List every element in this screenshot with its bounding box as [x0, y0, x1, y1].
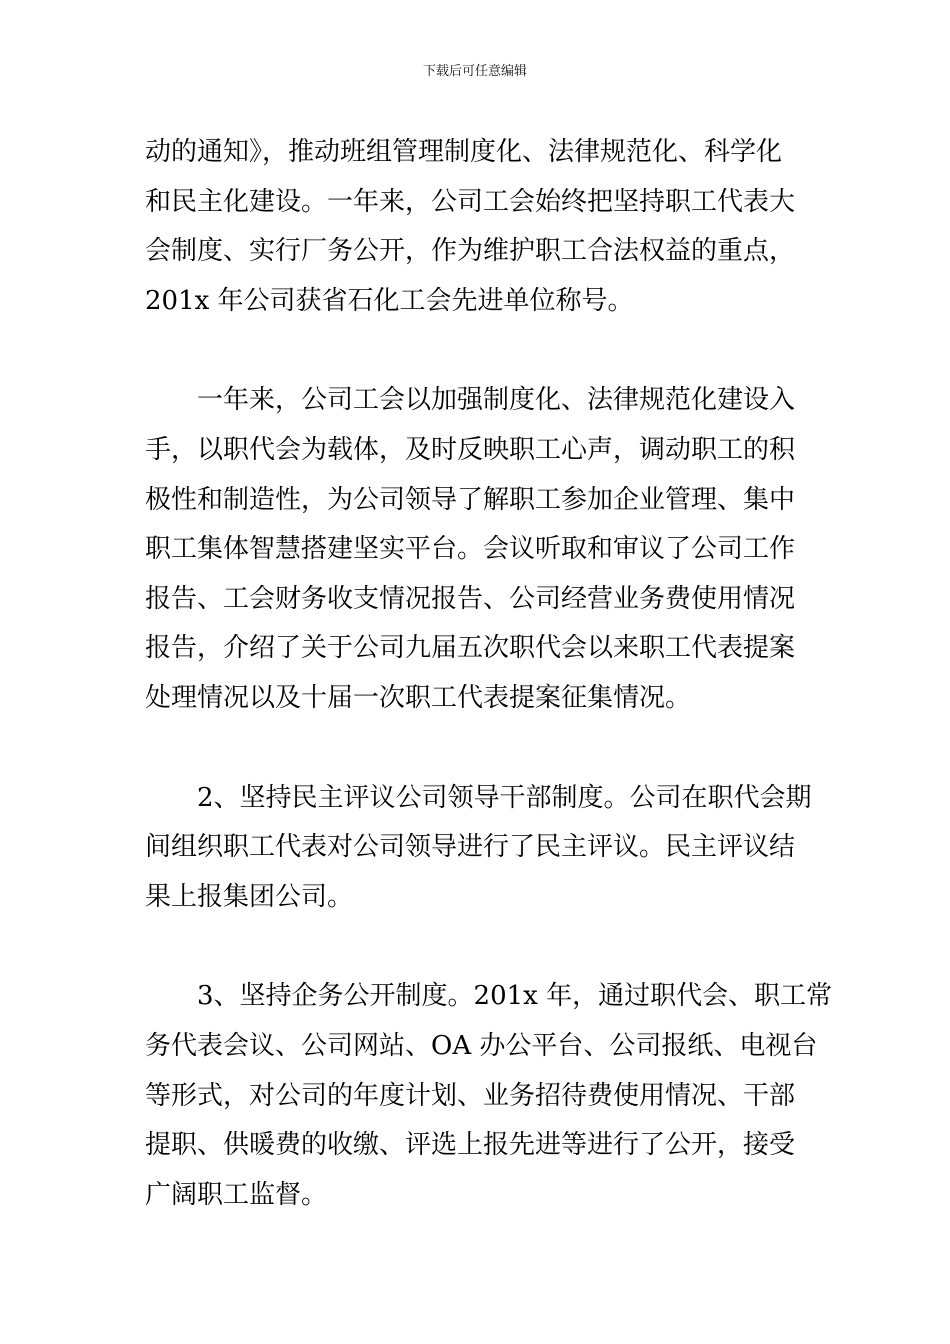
- paragraph-2: [145, 376, 813, 723]
- paragraph-spacer: [145, 724, 813, 774]
- text-line: 201x 年公司获省石化工会先进单位称号。: [145, 285, 634, 316]
- text-line: 等形式，对公司的年度计划、业务招待费使用情况、干部: [145, 1080, 796, 1111]
- text-line: 处理情况以及十届一次职工代表提案征集情况。: [145, 682, 692, 713]
- text-line: 动的通知》，推动班组管理制度化、法律规范化、科学化: [145, 137, 783, 167]
- text-line: 2、坚持民主评议公司领导干部制度。公司在职代会期: [197, 782, 812, 813]
- paragraph-spacer: [145, 326, 813, 376]
- text-line: 一年来，公司工会以加强制度化、法律规范化建设入: [197, 385, 796, 416]
- text-line: 职工集体智慧搭建坚实平台。会议听取和审议了公司工作: [145, 534, 796, 565]
- text-line: 报告，介绍了关于公司九届五次职代会以来职工代表提案: [145, 633, 796, 664]
- paragraph-3: [145, 774, 813, 923]
- text-line: 会制度、实行厂务公开，作为维护职工合法权益的重点，: [145, 236, 796, 267]
- paragraph-spacer: [145, 922, 813, 972]
- text-line: 广阔职工监督。: [145, 1179, 328, 1210]
- text-line: 手，以职代会为载体，及时反映职工心声，调动职工的积: [145, 434, 796, 465]
- text-line: 报告、工会财务收支情况报告、公司经营业务费使用情况: [145, 583, 796, 614]
- text-line: 和民主化建设。一年来，公司工会始终把坚持职工代表大: [145, 186, 796, 217]
- page-header: 下载后可任意编辑: [422, 64, 527, 79]
- paragraph-4: [145, 972, 833, 1220]
- text-line: 提职、供暖费的收缴、评选上报先进等进行了公开，接受: [145, 1130, 796, 1161]
- text-line: 间组织职工代表对公司领导进行了民主评议。民主评议结: [145, 832, 796, 863]
- text-line: 极性和制造性，为公司领导了解职工参加企业管理、集中: [145, 484, 796, 515]
- text-line: 务代表会议、公司网站、OA 办公平台、公司报纸、电视台: [145, 1030, 818, 1061]
- text-line: 果上报集团公司。: [145, 881, 354, 912]
- text-line: 3、坚持企务公开制度。201x 年，通过职代会、职工常: [197, 981, 833, 1012]
- document-body: [145, 128, 833, 1220]
- paragraph-1: [145, 128, 813, 326]
